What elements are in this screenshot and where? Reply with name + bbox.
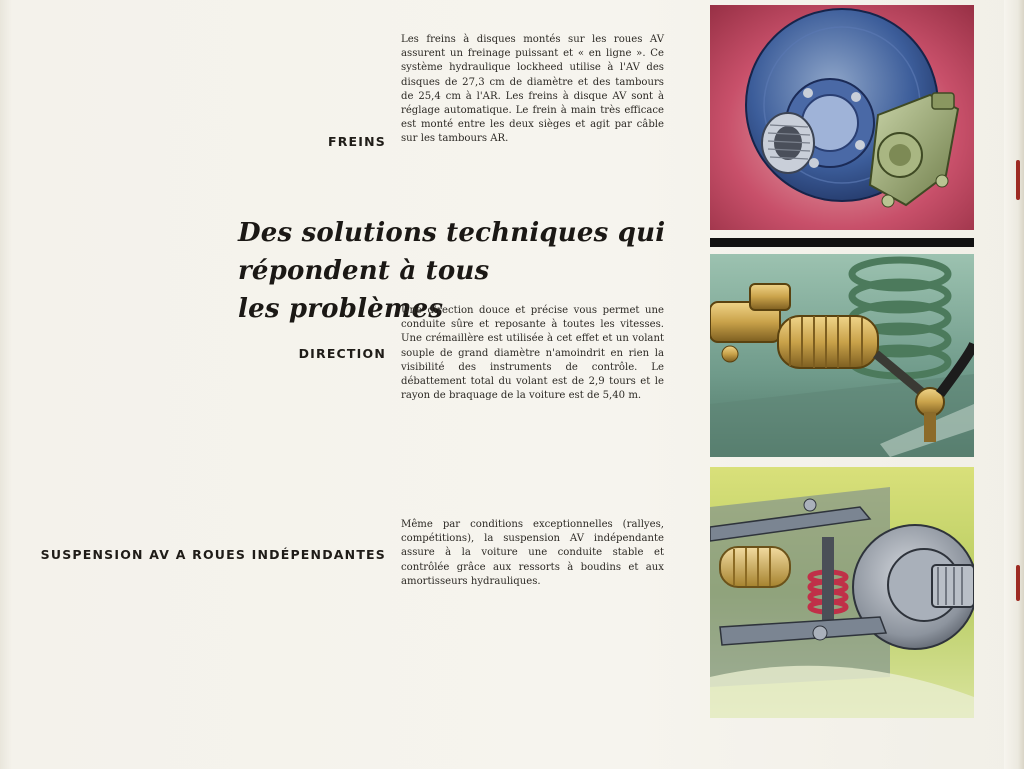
- page-title-line-2: les problèmes: [238, 294, 444, 324]
- brake-illustration: [710, 5, 974, 230]
- page-edge: [1004, 0, 1024, 769]
- freins-heading: FREINS: [327, 134, 386, 149]
- direction-heading: DIRECTION: [298, 346, 386, 361]
- steering-drawing: [710, 254, 974, 457]
- suspension-illustration: [710, 467, 974, 718]
- steering-illustration: [710, 254, 974, 457]
- suspension-heading: SUSPENSION AV A ROUES INDÉPENDANTES: [40, 547, 386, 562]
- page-edge-mark: [1016, 160, 1020, 200]
- direction-paragraph: Une direction douce et précise vous permet une conduite sûre et reposante à toutes les vitesses. Une crémaillère est utilisée à cet effet et un volant souple de grand diamètre n'amoindrit en rien la visibilité des instruments de contrôle. Le débattement total du volant est de 2,9 tours et le rayon de braquage de la voiture est de 5,40 m.: [401, 305, 664, 402]
- divider-bar: [710, 238, 974, 247]
- brake-drawing: [710, 5, 974, 230]
- freins-paragraph: Les freins à disques montés sur les roues AV assurent un freinage puissant et « en ligne ». Ce système hydraulique lockheed utilise à l'AV des disques de 27,3 cm de diamètre et des tambours de 25,4 cm à l'AR. Les freins à disque AV sont à réglage automatique. Le frein à main très efficace est monté entre les deux sièges et agit par câble sur les tambours AR.: [401, 34, 664, 145]
- page-edge-mark: [1016, 565, 1020, 601]
- suspension-drawing: [710, 467, 974, 718]
- page-title-line-1: Des solutions techniques qui répondent à tous: [238, 218, 666, 286]
- suspension-paragraph: Même par conditions exceptionnelles (rallyes, compétitions), la suspension AV indépendante assure à la voiture une conduite stable et contrôlée grâce aux ressorts à boudins et aux amortisseurs hydrauliques.: [401, 519, 664, 587]
